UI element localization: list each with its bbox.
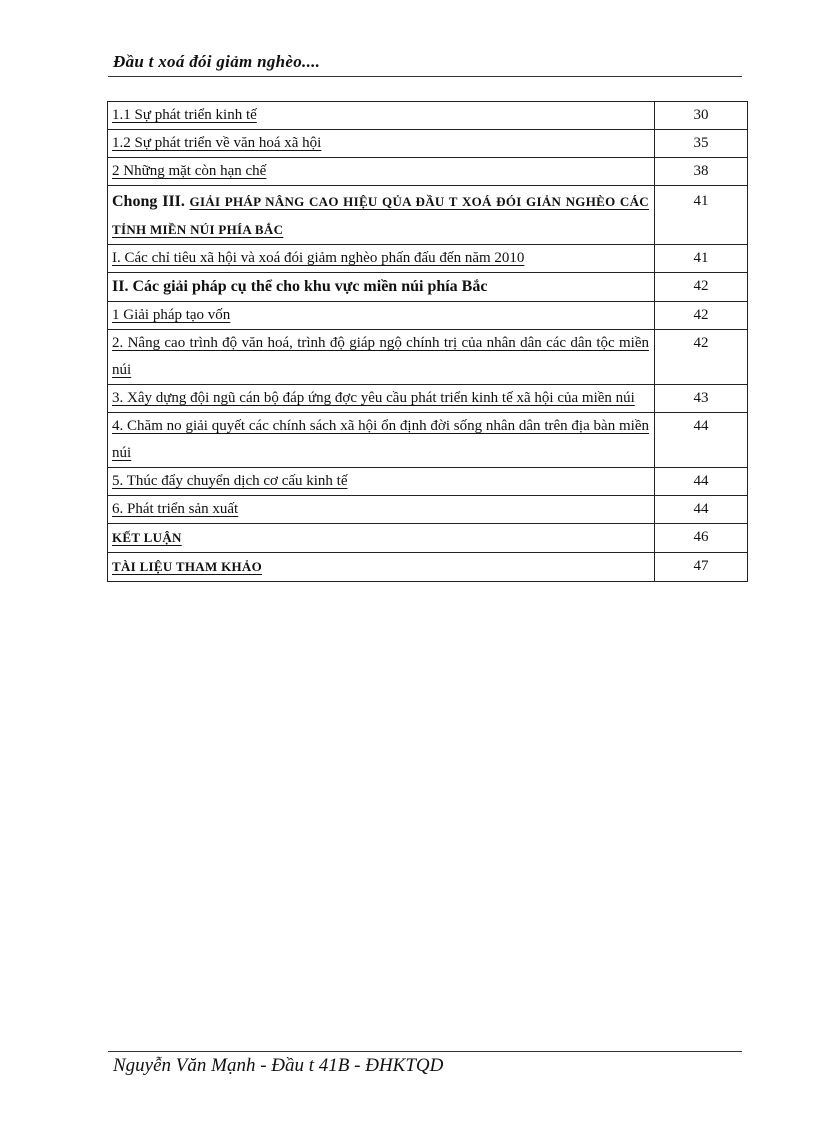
toc-row	[108, 553, 748, 582]
page-header: Đầu t xoá đói giảm nghèo....	[113, 52, 321, 71]
header-rule	[108, 76, 742, 77]
toc-entry-page: 44	[655, 496, 748, 524]
toc-entry-title: 6. Phát triển sản xuất	[112, 501, 239, 517]
toc-entry-title: 4. Chăm no giải quyết các chính sách xã hội ổn định đời sống nhân dân trên địa bàn miền núi	[112, 418, 649, 461]
toc-row	[108, 468, 748, 496]
toc-row-chapter	[108, 186, 748, 245]
toc-entry-title: 5. Thúc đẩy chuyển dịch cơ cấu kinh tế	[112, 473, 348, 489]
toc-row	[108, 524, 748, 553]
toc-entry-title: 1.1 Sự phát triển kinh tế	[112, 107, 257, 123]
toc-entry-page: 30	[655, 102, 748, 130]
toc-entry-page: 42	[655, 273, 748, 302]
toc-row	[108, 496, 748, 524]
toc-entry-page: 38	[655, 158, 748, 186]
toc-entry-page: 41	[655, 245, 748, 273]
toc-entry-title: KẾT LUẬN	[112, 530, 182, 545]
chapter-prefix: Chong III.	[112, 193, 185, 210]
toc-entry-page: 42	[655, 330, 748, 385]
page-footer: Nguyễn Văn Mạnh - Đầu t 41B - ĐHKTQD	[113, 1055, 444, 1076]
toc-row	[108, 385, 748, 413]
toc-row	[108, 245, 748, 273]
toc-entry-page: 46	[655, 524, 748, 553]
toc-row	[108, 130, 748, 158]
toc-entry-title: 1.2 Sự phát triển về văn hoá xã hội	[112, 135, 322, 151]
toc-row	[108, 273, 748, 302]
toc-entry-page: 35	[655, 130, 748, 158]
toc-entry-page: 44	[655, 413, 748, 468]
toc-entry-title: I. Các chỉ tiêu xã hội và xoá đói giảm nghèo phấn đấu đến năm 2010	[112, 250, 525, 266]
toc-entry-title: 2. Nâng cao trình độ văn hoá, trình độ giáp ngộ chính trị của nhân dân các dân tộc miền núi	[112, 335, 649, 378]
toc-entry-page: 42	[655, 302, 748, 330]
toc-entry-page: 43	[655, 385, 748, 413]
toc-entry-title: 3. Xây dựng đội ngũ cán bộ đáp ứng đợc yêu cầu phát triển kinh tế xã hội của miền núi	[112, 390, 635, 406]
toc-row	[108, 158, 748, 186]
toc-entry-page: 44	[655, 468, 748, 496]
table-of-contents	[107, 101, 748, 582]
footer-rule	[108, 1051, 742, 1052]
toc-row	[108, 330, 748, 385]
toc-entry-title: 2 Những mặt còn hạn chế	[112, 163, 267, 179]
toc-entry-title: TÀI LIỆU THAM KHẢO	[112, 559, 262, 574]
toc-entry-page: 47	[655, 553, 748, 582]
toc-row	[108, 413, 748, 468]
toc-row	[108, 102, 748, 130]
toc-entry-title: GIẢI PHÁP NÂNG CAO HIỆU QỦA ĐẦU T XOÁ ĐÓI GIẢN NGHÈO CÁC TỈNH MIỀN NÚI PHÍA BẮC	[112, 194, 649, 237]
toc-entry-page: 41	[655, 186, 748, 245]
toc-entry-title: 1 Giải pháp tạo vốn	[112, 307, 231, 323]
toc-entry-title: II. Các giải pháp cụ thể cho khu vực miền núi phía Bắc	[112, 278, 488, 295]
toc-row	[108, 302, 748, 330]
